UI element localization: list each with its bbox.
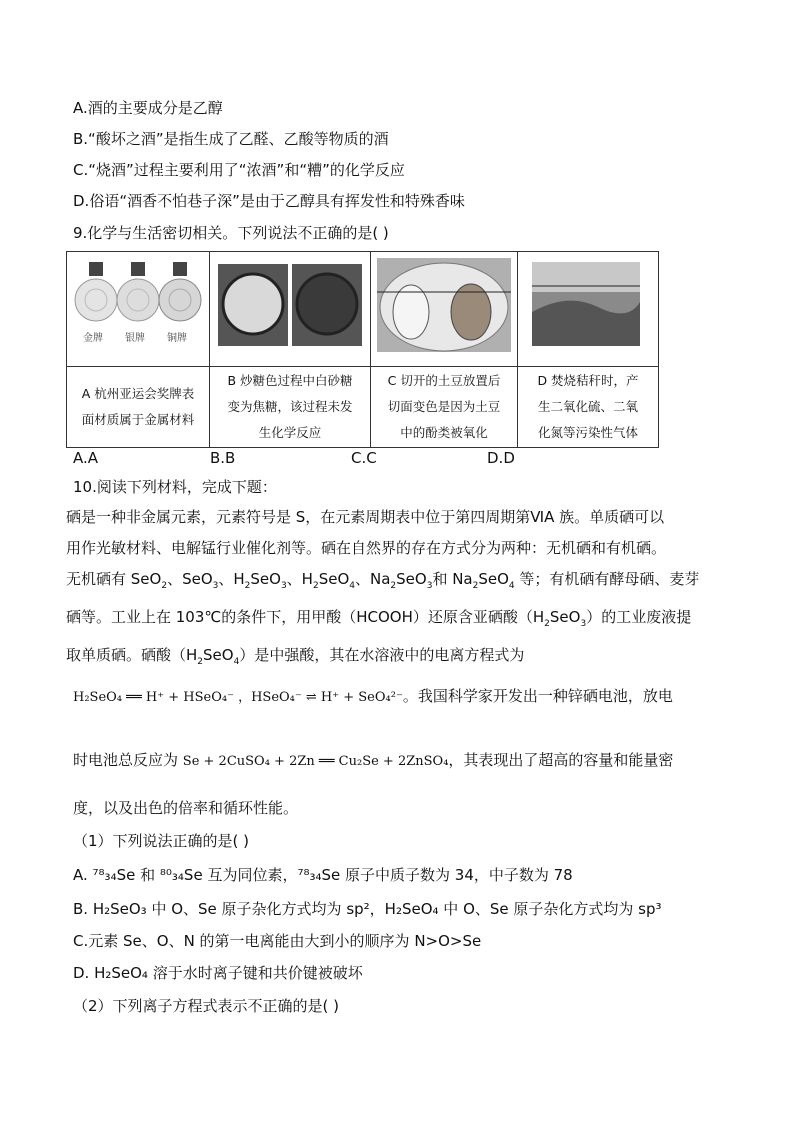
gold-medal-icon <box>75 262 117 321</box>
q9-table <box>66 251 659 448</box>
battery-reaction-line: 时电池总反应为 Se + 2CuSO₄ + 2Zn ══ Cu₂Se + 2ZnSO₄，其表现出了超高的容量和能量密 <box>73 751 674 769</box>
q10-sub1-option-b: B. H₂SeO₃ 中 O、Se 原子杂化方式均为 sp²，H₂SeO₄ 中 O、Se 原子杂化方式均为 sp³ <box>73 900 662 918</box>
q9-caption-d: D 焚烧秸秆时，产 生二氧化硫、二氧 化氮等污染性气体 <box>518 367 659 448</box>
medal-label-gold: 金牌 <box>83 333 103 344</box>
q10-material: 硒是一种非金属元素，元素符号是 S，在元素周期表中位于第四周期第ⅥA 族。单质硒可以 用作光敏材料、电解锰行业催化剂等。硒在自然界的存在方式分为两种：无机硒和有机硒。 无机硒有 SeO$_2$、SeO$_3$、$H_2SeO_3$、$H_2SeO_4$、$Na_2SeO_3$和 $Na_2SeO_4$ 等；有机硒有酵母硒、麦芽 硒等。工业上在 103℃的条件下，用甲酸（HCOOH）还原含亚硒酸$(H_2SeO_3)$的工业废液提 取单质硒。硒酸$(H_2SeO_4)$是中强酸，其在水溶液中的电离方程式为 <box>66 508 700 667</box>
medal-label-bronze: 铜牌 <box>167 333 187 344</box>
q9-caption-c: C 切开的土豆放置后 切面变色是因为土豆 中的酚类被氧化 <box>371 367 518 448</box>
silver-medal-icon <box>117 262 159 321</box>
q10-sub1-stem: （1）下列说法正确的是( ) <box>73 832 250 850</box>
medal-label-silver: 银牌 <box>125 333 145 344</box>
q8-option-b: B.“酸坏之酒”是指生成了乙醛、乙酸等物质的酒 <box>73 130 389 148</box>
burning-straw-image <box>518 252 659 367</box>
q9-answer-a: A.A <box>73 449 99 467</box>
q9-answer-c: C.C <box>351 449 377 467</box>
q9-answer-d: D.D <box>487 449 515 467</box>
q10-sub1-option-d: D. H₂SeO₄ 溶于水时离子键和共价键被破坏 <box>73 964 363 982</box>
medals-image <box>67 252 210 367</box>
q10-material-end: 度，以及出色的倍率和循环性能。 <box>73 799 299 817</box>
q8-option-d: D.俗语“酒香不怕巷子深”是由于乙醇具有挥发性和特殊香味 <box>73 192 465 210</box>
q10-sub1-option-a: A. ⁷⁸₃₄Se 和 ⁸⁰₃₄Se 互为同位素，⁷⁸₃₄Se 原子中质子数为 34，中子数为 78 <box>73 866 573 884</box>
q10-sub2-stem: （2）下列离子方程式表示不正确的是( ) <box>73 997 340 1015</box>
bronze-medal-icon <box>159 262 201 321</box>
potato-image <box>371 252 518 367</box>
sugar-pans-image <box>210 252 371 367</box>
q9-caption-a: A 杭州亚运会奖牌表 面材质属于金属材料 <box>67 367 210 448</box>
q8-option-c: C.“烧酒”过程主要利用了“浓酒”和“糟”的化学反应 <box>73 161 405 179</box>
q9-caption-b: B 炒糖色过程中白砂糖 变为焦糖，该过程未发 生化学反应 <box>210 367 371 448</box>
ionization-equation-line: H₂SeO₄ ══ H⁺ + HSeO₄⁻ ，HSeO₄⁻ ⇌ H⁺ + SeO₄²⁻。我国科学家开发出一种锌硒电池，放电 <box>73 687 673 705</box>
q9-stem: 9.化学与生活密切相关。下列说法不正确的是( ) <box>73 224 389 242</box>
q8-option-a: A.酒的主要成分是乙醇 <box>73 99 223 117</box>
q10-sub1-option-c: C.元素 Se、O、N 的第一电离能由大到小的顺序为 N>O>Se <box>73 932 482 950</box>
q10-stem: 10.阅读下列材料，完成下题： <box>73 478 277 496</box>
q9-answer-b: B.B <box>210 449 236 467</box>
